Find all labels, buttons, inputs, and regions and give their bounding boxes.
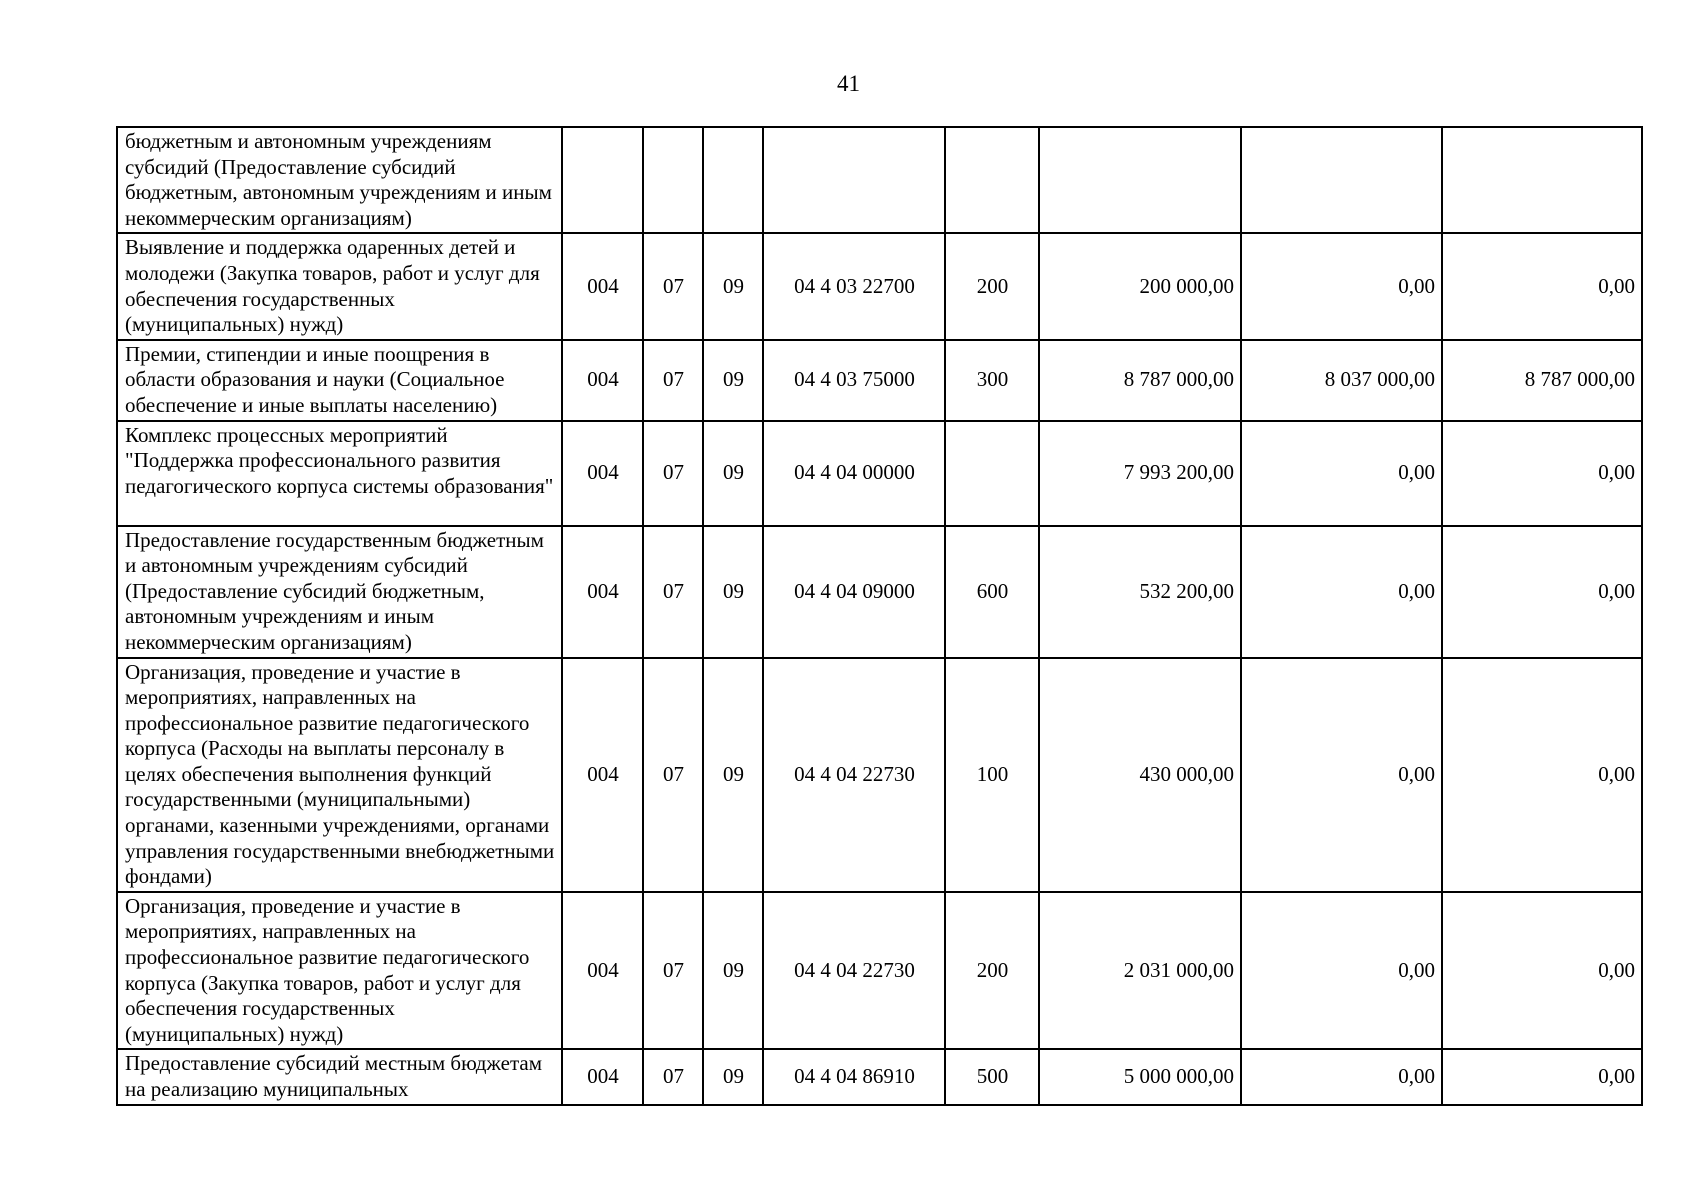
row-amount-2: 0,00	[1241, 526, 1442, 658]
row-grbs-code	[562, 127, 643, 233]
row-amount-1: 7 993 200,00	[1039, 421, 1241, 526]
table-row	[117, 421, 1642, 526]
row-expense-type: 200	[945, 892, 1039, 1050]
row-section: 07	[643, 526, 703, 658]
row-section: 07	[643, 340, 703, 421]
table-row	[117, 526, 1642, 658]
row-description: Комплекс процессных мероприятий "Поддержка профессионального развития педагогического корпуса системы образования"	[117, 421, 562, 526]
row-target-article	[763, 127, 945, 233]
row-amount-3: 0,00	[1442, 1049, 1642, 1104]
row-grbs-code: 004	[562, 233, 643, 339]
table-row	[117, 233, 1642, 339]
row-subsection: 09	[703, 658, 763, 892]
row-amount-2: 0,00	[1241, 233, 1442, 339]
row-expense-type: 200	[945, 233, 1039, 339]
row-target-article: 04 4 03 22700	[763, 233, 945, 339]
row-subsection: 09	[703, 421, 763, 526]
row-target-article: 04 4 03 75000	[763, 340, 945, 421]
row-grbs-code: 004	[562, 421, 643, 526]
row-description: Премии, стипендии и иные поощрения в области образования и науки (Социальное обеспечение и иные выплаты населению)	[117, 340, 562, 421]
row-amount-1: 5 000 000,00	[1039, 1049, 1241, 1104]
row-section: 07	[643, 233, 703, 339]
row-section: 07	[643, 892, 703, 1050]
page-number: 41	[837, 71, 860, 96]
row-amount-1: 200 000,00	[1039, 233, 1241, 339]
row-amount-3: 0,00	[1442, 233, 1642, 339]
row-expense-type	[945, 127, 1039, 233]
row-expense-type: 300	[945, 340, 1039, 421]
row-section: 07	[643, 1049, 703, 1104]
row-amount-1: 532 200,00	[1039, 526, 1241, 658]
table-row	[117, 892, 1642, 1050]
row-grbs-code: 004	[562, 340, 643, 421]
row-description: Предоставление субсидий местным бюджетам на реализацию муниципальных	[117, 1049, 562, 1104]
row-amount-3: 0,00	[1442, 892, 1642, 1050]
row-amount-3: 8 787 000,00	[1442, 340, 1642, 421]
row-target-article: 04 4 04 22730	[763, 658, 945, 892]
row-amount-2: 0,00	[1241, 892, 1442, 1050]
row-amount-1: 430 000,00	[1039, 658, 1241, 892]
row-description: Предоставление государственным бюджетным и автономным учреждениям субсидий (Предоставление субсидий бюджетным, автономным учреждениям и иным некоммерческим организациям)	[117, 526, 562, 658]
row-target-article: 04 4 04 00000	[763, 421, 945, 526]
row-section	[643, 127, 703, 233]
row-amount-2: 0,00	[1241, 421, 1442, 526]
row-expense-type: 500	[945, 1049, 1039, 1104]
row-expense-type: 600	[945, 526, 1039, 658]
row-subsection: 09	[703, 526, 763, 658]
table-row	[117, 658, 1642, 892]
row-section: 07	[643, 421, 703, 526]
table-row	[117, 340, 1642, 421]
row-amount-1: 8 787 000,00	[1039, 340, 1241, 421]
row-subsection: 09	[703, 233, 763, 339]
row-amount-3: 0,00	[1442, 421, 1642, 526]
row-amount-2: 0,00	[1241, 1049, 1442, 1104]
budget-table	[116, 126, 1643, 1106]
row-expense-type	[945, 421, 1039, 526]
row-grbs-code: 004	[562, 526, 643, 658]
row-section: 07	[643, 658, 703, 892]
table-row	[117, 127, 1642, 233]
row-amount-3: 0,00	[1442, 526, 1642, 658]
row-target-article: 04 4 04 09000	[763, 526, 945, 658]
row-amount-1: 2 031 000,00	[1039, 892, 1241, 1050]
row-subsection: 09	[703, 340, 763, 421]
row-amount-2	[1241, 127, 1442, 233]
row-subsection	[703, 127, 763, 233]
row-amount-1	[1039, 127, 1241, 233]
row-grbs-code: 004	[562, 658, 643, 892]
row-expense-type: 100	[945, 658, 1039, 892]
row-subsection: 09	[703, 892, 763, 1050]
row-description: бюджетным и автономным учреждениям субсидий (Предоставление субсидий бюджетным, автономным учреждениям и иным некоммерческим организациям)	[117, 127, 562, 233]
row-target-article: 04 4 04 22730	[763, 892, 945, 1050]
row-amount-3: 0,00	[1442, 658, 1642, 892]
row-amount-3	[1442, 127, 1642, 233]
row-amount-2: 8 037 000,00	[1241, 340, 1442, 421]
row-description: Организация, проведение и участие в мероприятиях, направленных на профессиональное развитие педагогического корпуса (Закупка товаров, работ и услуг для обеспечения государственных (муниципальных) нужд)	[117, 892, 562, 1050]
row-description: Организация, проведение и участие в мероприятиях, направленных на профессиональное развитие педагогического корпуса (Расходы на выплаты персоналу в целях обеспечения выполнения функций государственными (муниципальными) органами, казенными учреждениями, органами управления государственными внебюджетными фондами)	[117, 658, 562, 892]
table-row	[117, 1049, 1642, 1104]
row-target-article: 04 4 04 86910	[763, 1049, 945, 1104]
row-grbs-code: 004	[562, 892, 643, 1050]
row-grbs-code: 004	[562, 1049, 643, 1104]
row-amount-2: 0,00	[1241, 658, 1442, 892]
row-subsection: 09	[703, 1049, 763, 1104]
row-description: Выявление и поддержка одаренных детей и молодежи (Закупка товаров, работ и услуг для обеспечения государственных (муниципальных) нужд)	[117, 233, 562, 339]
